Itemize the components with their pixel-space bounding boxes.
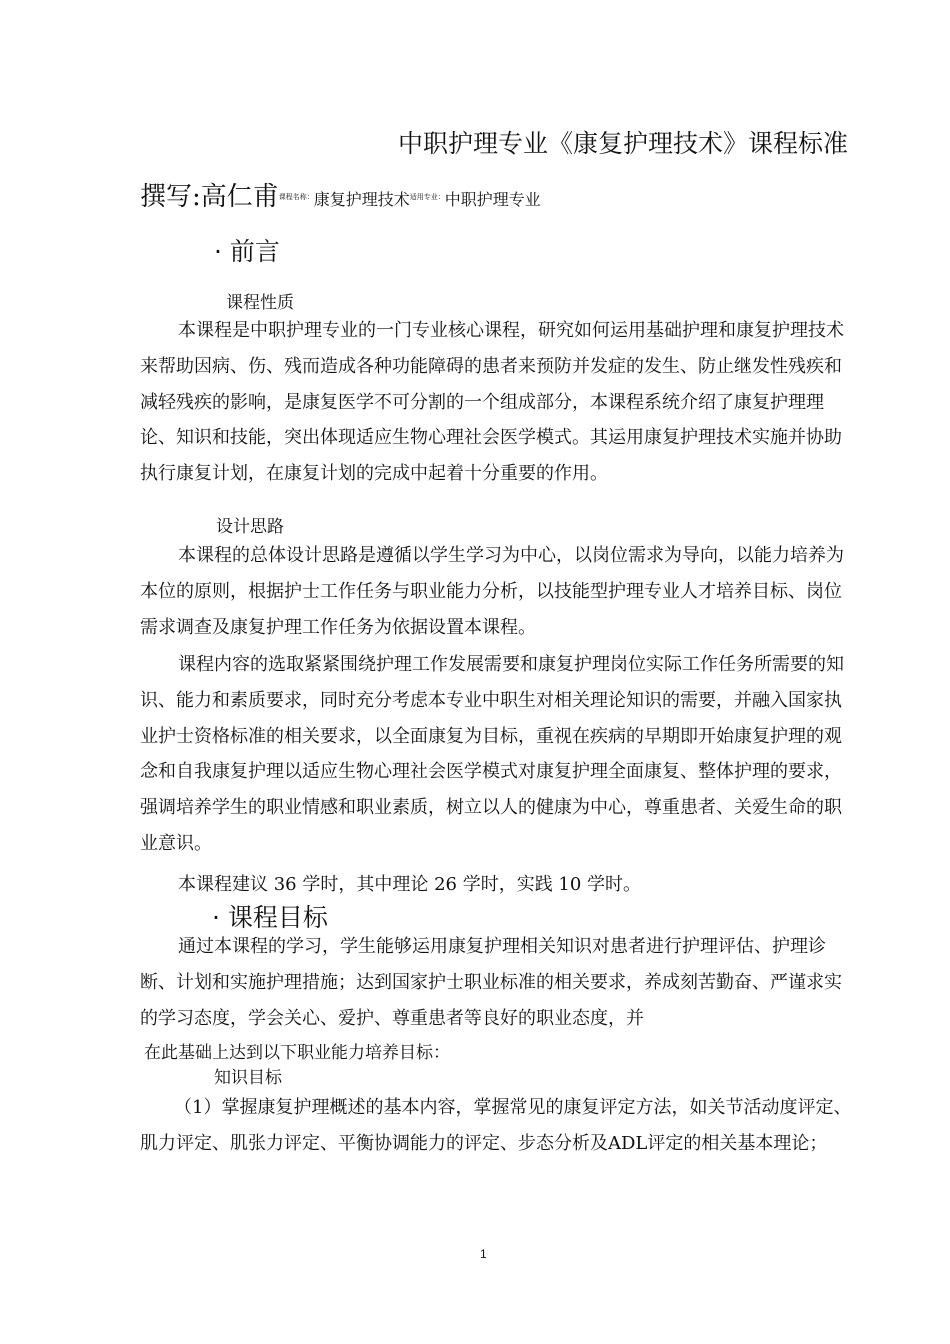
subheading-course-nature: 课程性质 [226,293,294,313]
section-heading-preface: · 前言 [214,237,280,266]
major-value: 中职护理专业 [444,190,541,209]
author-meta-line [140,176,541,213]
knowledge-item-1: （1）掌握康复护理概述的基本内容，掌握常见的康复评定方法，如关节活动度评定、肌力评定、肌张力评定、平衡协调能力的评定、步态分析及ADL评定的相关基本理论； [140,1097,852,1154]
subheading-design-idea: 设计思路 [216,517,284,537]
course-name-value: 康复护理技术 [313,190,410,209]
document-title: 中职护理专业《康复护理技术》课程标准 [398,129,849,158]
paragraph-objectives-continuation: 在此基础上达到以下职业能力培养目标： [144,1043,450,1063]
section-heading-objectives: · 课程目标 [212,903,328,932]
major-label: 适用专业： [409,193,445,201]
author-name: 撰写:高仁甫 [140,182,279,212]
paragraph-course-nature: 本课程是中职护理专业的一门专业核心课程，研究如何运用基础护理和康复护理技术来帮助因病、伤、残而造成各种功能障碍的患者来预防并发症的发生、防止继发性残疾和减轻残疾的影响，是康复医学不可分割的一个组成部分，本课程系统介绍了康复护理理论、知识和技能，突出体现适应生物心理社会医学模式。其运用康复护理技术实施并协助执行康复计划，在康复计划的完成中起着十分重要的作用。 [140,320,844,485]
paragraph-objectives-intro: 通过本课程的学习，学生能够运用康复护理相关知识对患者进行护理评估、护理诊断、计划和实施护理措施；达到国家护士职业标准的相关要求，养成刻苦勤奋、严谨求实的学习态度，学会关心、爱护、尊重患者等良好的职业态度，并 [140,936,842,1029]
paragraph-design-2: 课程内容的选取紧紧围绕护理工作发展需要和康复护理岗位实际工作任务所需要的知识、能力和素质要求，同时充分考虑本专业中职生对相关理论知识的需要，并融入国家执业护士资格标准的相关要求，以全面康复为目标，重视在疾病的早期即开始康复护理的观念和自我康复护理以适应生物心理社会医学模式对康复护理全面康复、整体护理的要求，强调培养学生的职业情感和职业素质，树立以人的健康为中心，尊重患者、关爱生命的职业意识。 [140,654,844,854]
course-hours-line: 本课程建议 36 学时，其中理论 26 学时，实践 10 学时。 [178,874,642,895]
course-name-label: 课程名称： [278,193,314,201]
subheading-knowledge-objectives: 知识目标 [214,1068,282,1088]
paragraph-design-1: 本课程的总体设计思路是遵循以学生学习为中心，以岗位需求为导向，以能力培养为本位的原则，根据护士工作任务与职业能力分析，以技能型护理专业人才培养目标、岗位需求调查及康复护理工作任务为依据设置本课程。 [140,545,844,638]
page-number: 1 [480,1247,487,1261]
